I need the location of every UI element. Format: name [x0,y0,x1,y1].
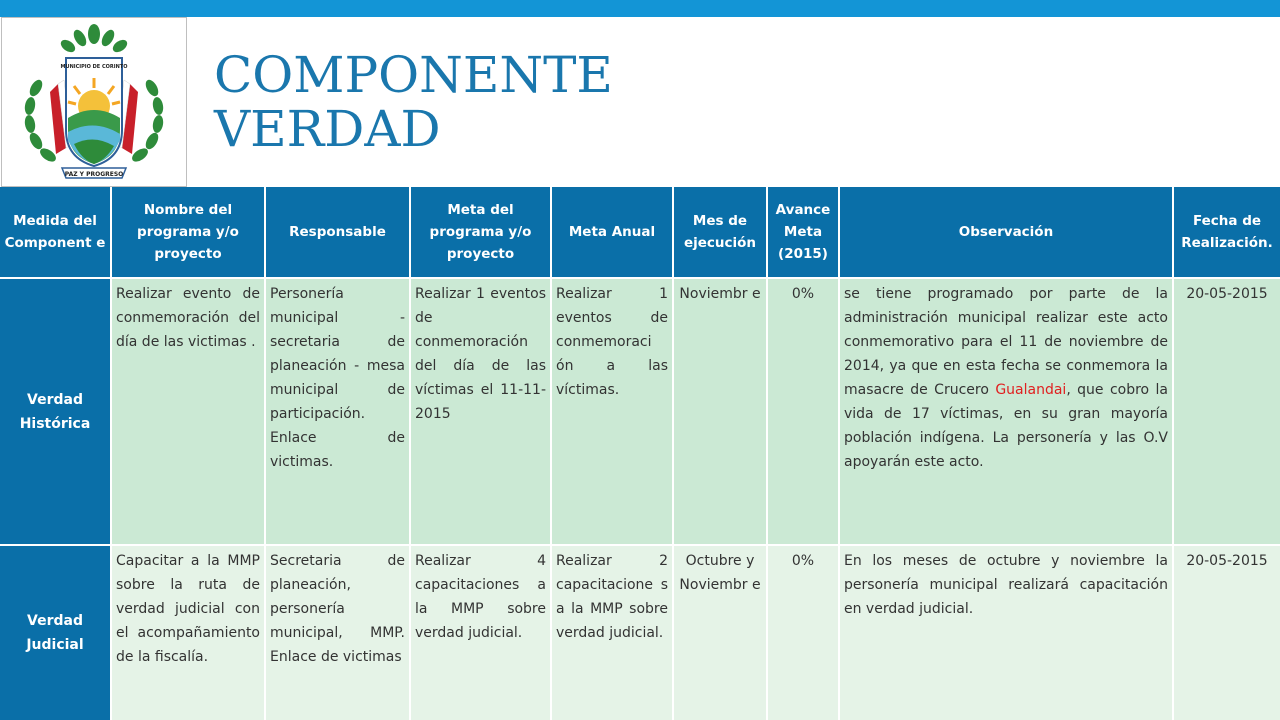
observacion-text-a: se tiene programado por parte de la administración municipal realizar este acto conmemorativo para el 11 de noviembre de 2014, ya que en esta fecha se conmemora la masacre de Crucero [844,286,1168,398]
components-table [0,187,1280,720]
header-avance: Avance Meta (2015) [767,187,839,278]
cell-responsable: Personería municipal - secretaria de planeación - mesa municipal de participación. Enlace de victimas. [265,278,410,545]
cell-avance: 0% [767,278,839,545]
cell-fecha: 20-05-2015 [1173,545,1280,720]
table-row [0,278,1280,545]
page-title-line1: COMPONENTE [214,46,613,104]
cell-meta-programa: Realizar 1 eventos de conmemoración del día de las víctimas el 11-11-2015 [410,278,551,545]
cell-fecha: 20-05-2015 [1173,278,1280,545]
logo-ribbon-text: PAZ Y PROGRESO [64,171,124,178]
cell-meta-anual: Realizar 2 capacitacione s a la MMP sobre verdad judicial. [551,545,673,720]
header-observacion: Observación [839,187,1173,278]
logo-top-text: MUNICIPIO DE CORINTO [60,64,128,70]
municipal-logo [1,17,187,187]
page-title-line2: VERDAD [214,100,441,158]
table-header-row [0,187,1280,278]
header-fecha: Fecha de Realización. [1173,187,1280,278]
cell-meta-programa: Realizar 4 capacitaciones a la MMP sobre verdad judicial. [410,545,551,720]
cell-meta-anual: Realizar 1 eventos de conmemoraci ón a las víctimas. [551,278,673,545]
page-title [214,48,613,156]
cell-nombre: Capacitar a la MMP sobre la ruta de verdad judicial con el acompañamiento de la fiscalía. [111,545,265,720]
header-meta-anual: Meta Anual [551,187,673,278]
header-medida: Medida del Component e [0,187,111,278]
header-nombre: Nombre del programa y/o proyecto [111,187,265,278]
cell-avance: 0% [767,545,839,720]
header-meta-programa: Meta del programa y/o proyecto [410,187,551,278]
header-responsable: Responsable [265,187,410,278]
cell-mes: Noviembr e [673,278,767,545]
cell-medida: Verdad Histórica [0,278,111,545]
table-row [0,545,1280,720]
cell-mes: Octubre y Noviembr e [673,545,767,720]
top-accent-bar [0,0,1280,17]
header-mes: Mes de ejecución [673,187,767,278]
cell-observacion: En los meses de octubre y noviembre la personería municipal realizará capacitación en verdad judicial. [839,545,1173,720]
coat-of-arms-icon [2,18,186,186]
cell-medida: Verdad Judicial [0,545,111,720]
observacion-highlight: Gualandai [995,382,1067,398]
observacion-text-b: , que cobro la vida de 17 víctimas, en su gran mayoría población indígena. La personería y las O.V apoyarán este acto. [844,382,1168,470]
cell-nombre: Realizar evento de conmemoración del día de las victimas . [111,278,265,545]
cell-observacion [839,278,1173,545]
cell-responsable: Secretaria de planeación, personería municipal, MMP. Enlace de victimas [265,545,410,720]
